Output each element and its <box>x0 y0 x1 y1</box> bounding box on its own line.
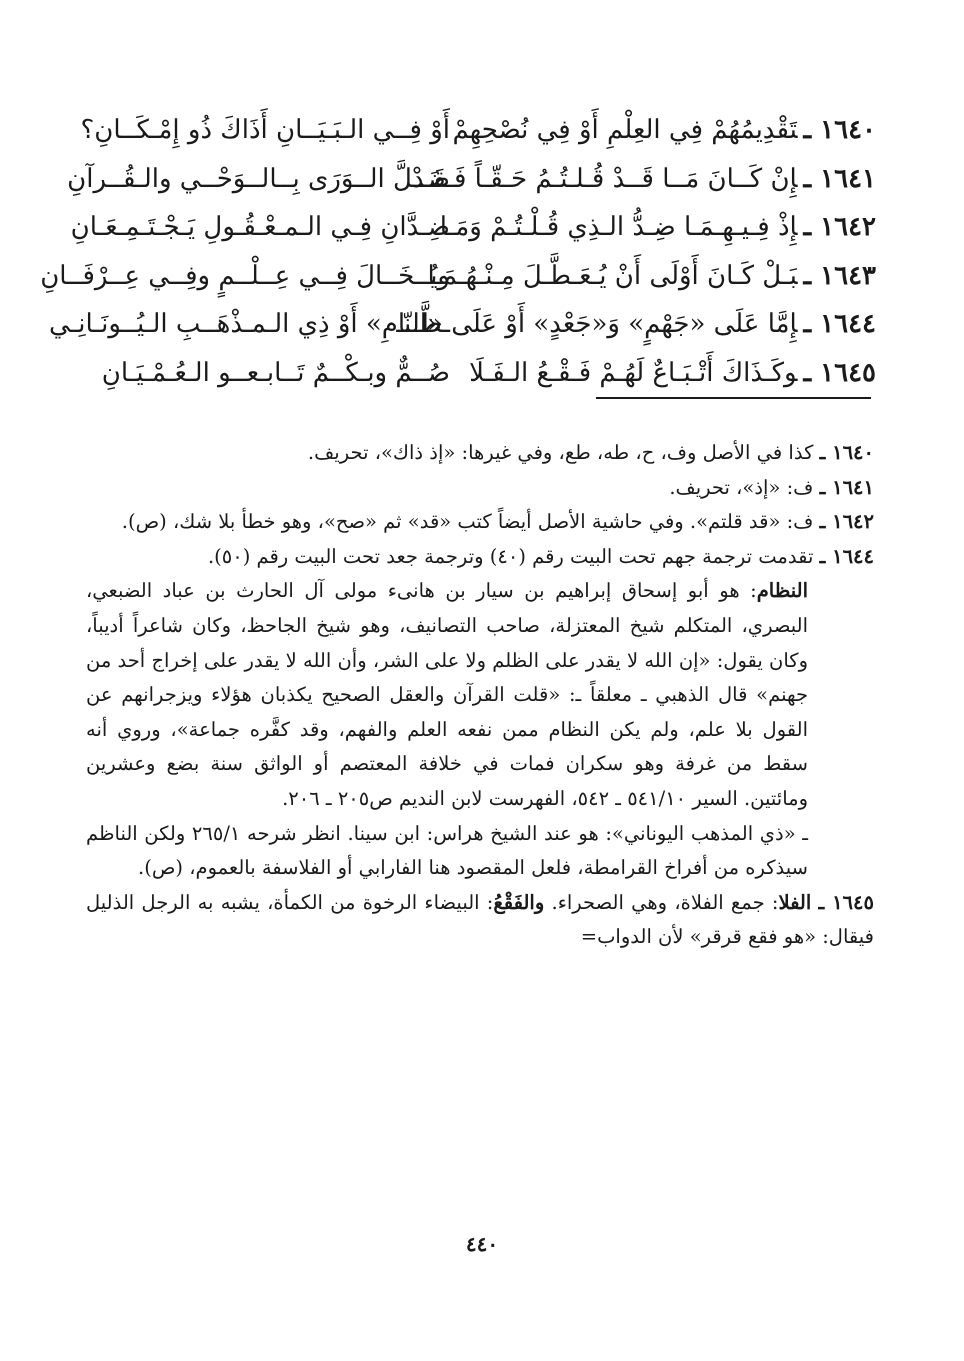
footnote-text: : البيضاء الرخوة من الكمأة، يشبه به الرجل الذليل فيقال: «هو فقع قرقر» لأن الدواب= <box>86 890 874 949</box>
verse-second-hemistich: ضِـدَّانِ فِـي الـمـعْـقُـولِ يَـجْـتَـمِـعَـانِ <box>70 212 450 243</box>
verse-first-hemistich <box>439 205 876 249</box>
verse-number: ١٦٤٢ ـ <box>803 212 876 243</box>
verse-1643 <box>40 254 876 303</box>
footnote-text: تقدمت ترجمة جهم تحت البيت رقم (٤٠) وترجمة جعد تحت البيت رقم (٥٠). <box>207 544 814 568</box>
verse-second-hemistich: ـظَّــامِ» أَوْ ذِي الـمـذْهَــبِ الـيُــونَـانِـي <box>49 309 450 340</box>
hemistich-text: تَقْدِيمُهُمْ فِي العِلْمِ أَوْ فِي نُصْحِهِمْ <box>452 115 798 145</box>
footnote-1644-nazzam <box>86 574 874 816</box>
verse-second-hemistich: أَوْ فِــي الـبَـيَــانِ أَذَاكَ ذُو إِمْـكَــانِ؟ <box>80 115 450 145</box>
footnote-text: : هو أبو إسحاق إبراهيم بن سيار بن هانىء مولى آل الحارث بن عباد الضبعي، البصري، المتكلم شيخ المعتزلة، صاحب التصانيف، وهو شيخ الجاحظ، وكان شاعراً أديباً، وكان يقول: «إن الله لا يقدر على الظلم ولا على الشر، وأن الله لا يقدر على إخراج أحد من جهنم» قال الذهبي ـ معلقاً ـ: «قلت القرآن والعقل الصحيح يكذبان هؤلاء ويزجرانهم عن القول بلا علم، ولم يكن النظام ممن نفعه العلم والفهم، وقد كفَّره جماعة»، وروي أنه سقط من غرفة وهو سكران فمات في خلافة المعتصم أو الواثق سنة بضع وعشرين ومائتين. السير ٥٤١/١٠ ـ ٥٤٢، الفهرست لابن النديم ص٢٠٥ ـ ٢٠٦. <box>86 579 808 810</box>
verse-1644 <box>49 302 876 351</box>
hemistich-text: إِذْ فِـيـهِـمَـا ضِـدُّ الـذِي قُـلْـتُـمْ وَمَـا <box>439 212 798 243</box>
verse-1640 <box>80 108 876 157</box>
footnote-text: ف: «قد قلتم». وفي حاشية الأصل أيضاً كتب «قد» ثم «صح»، وهو خطأ بلا شك، (ص). <box>121 510 814 534</box>
verse-number: ١٦٤٤ ـ <box>803 309 876 340</box>
verse-number: ١٦٤٠ ـ <box>803 115 876 145</box>
footnote-1641 <box>86 471 874 506</box>
hemistich-text: إِمَّا عَلَى «جَهْمٍ» وَ«جَعْدٍ» أَوْ عَلَى «النّـ <box>396 309 798 340</box>
verse-first-hemistich <box>469 351 876 395</box>
hemistich-text: بَـلْ كَـانَ أَوْلَى أَنْ يُـعَـطَّـلَ مِـنْـهُـمَـا <box>427 260 798 291</box>
footnote-text: : جمع الفلاة، وهي الصحراء. <box>544 890 779 914</box>
hemistich-text: إِنْ كَــانَ مَــا قَــدْ قُـلـتُـمُ حَـقّـاً فَـقَـدْ <box>411 163 798 194</box>
footnote-1645 <box>86 886 874 955</box>
footnote-number: ١٦٤١ ـ <box>819 475 874 499</box>
footnote-1640 <box>86 436 874 471</box>
verse-1645 <box>86 351 876 400</box>
verse-second-hemistich: ضَــلَّ الــوَرَى بِــالــوَحْــي والـقُــرآنِ <box>67 163 450 194</box>
footnote-number: ١٦٤٤ ـ <box>819 544 874 568</box>
footnote-text: ف: «إذ»، تحريف. <box>669 475 814 499</box>
verse-1641 <box>67 157 876 206</box>
verse-first-hemistich <box>452 108 876 152</box>
footnote-term: والفَقْعُ <box>493 890 545 914</box>
verse-second-hemistich: صُــمٌّ وبـكْــمٌ تَــابـعــو الـعُـمْـيَـانِ <box>101 357 450 388</box>
footnote-number: ١٦٤٠ ـ <box>819 441 874 464</box>
footnote-term: النظام <box>756 579 808 603</box>
footnote-number: ١٦٤٥ ـ <box>818 890 874 914</box>
footnotes <box>86 436 874 955</box>
footnote-text: كذا في الأصل وف، ح، طه، طع، وفي غيرها: «إذ ذاك»، تحريف. <box>307 441 814 464</box>
verse-first-hemistich <box>411 157 876 201</box>
footnote-1642 <box>86 505 874 540</box>
verse-first-hemistich <box>396 302 876 346</box>
footnote-1644 <box>86 540 874 575</box>
verse-number: ١٦٤٥ ـ <box>803 357 876 388</box>
footnote-number: ١٦٤٢ ـ <box>819 510 874 534</box>
hemistich-text: وكَـذَاكَ أَتْـبَـاعٌ لَهُـمْ فَـقْـعُ الـفَـلَا <box>469 357 798 388</box>
page-number: ٤٤٠ <box>465 1232 499 1256</box>
footnote-separator <box>596 397 871 399</box>
verse-second-hemistich: ويُــخَــالَ فِــي عِــلْــمٍ وفِــي عِــرْفَــانِ <box>40 260 450 291</box>
verse-first-hemistich <box>427 254 876 298</box>
footnote-term: الفلا <box>778 890 812 914</box>
verse-1642 <box>70 205 876 254</box>
footnote-1644-yunani: ـ «ذي المذهب اليوناني»: هو عند الشيخ هراس: ابن سينا. انظر شرحه ٢٦٥/١ ولكن الناظم سيذكره من أفراخ القرامطة، فلعل المقصود هنا الفارابي أو الفلاسفة بالعموم، (ص). <box>86 821 808 880</box>
verse-number: ١٦٤٣ ـ <box>803 260 876 291</box>
poem-verses <box>40 108 876 400</box>
verse-number: ١٦٤١ ـ <box>803 163 876 194</box>
